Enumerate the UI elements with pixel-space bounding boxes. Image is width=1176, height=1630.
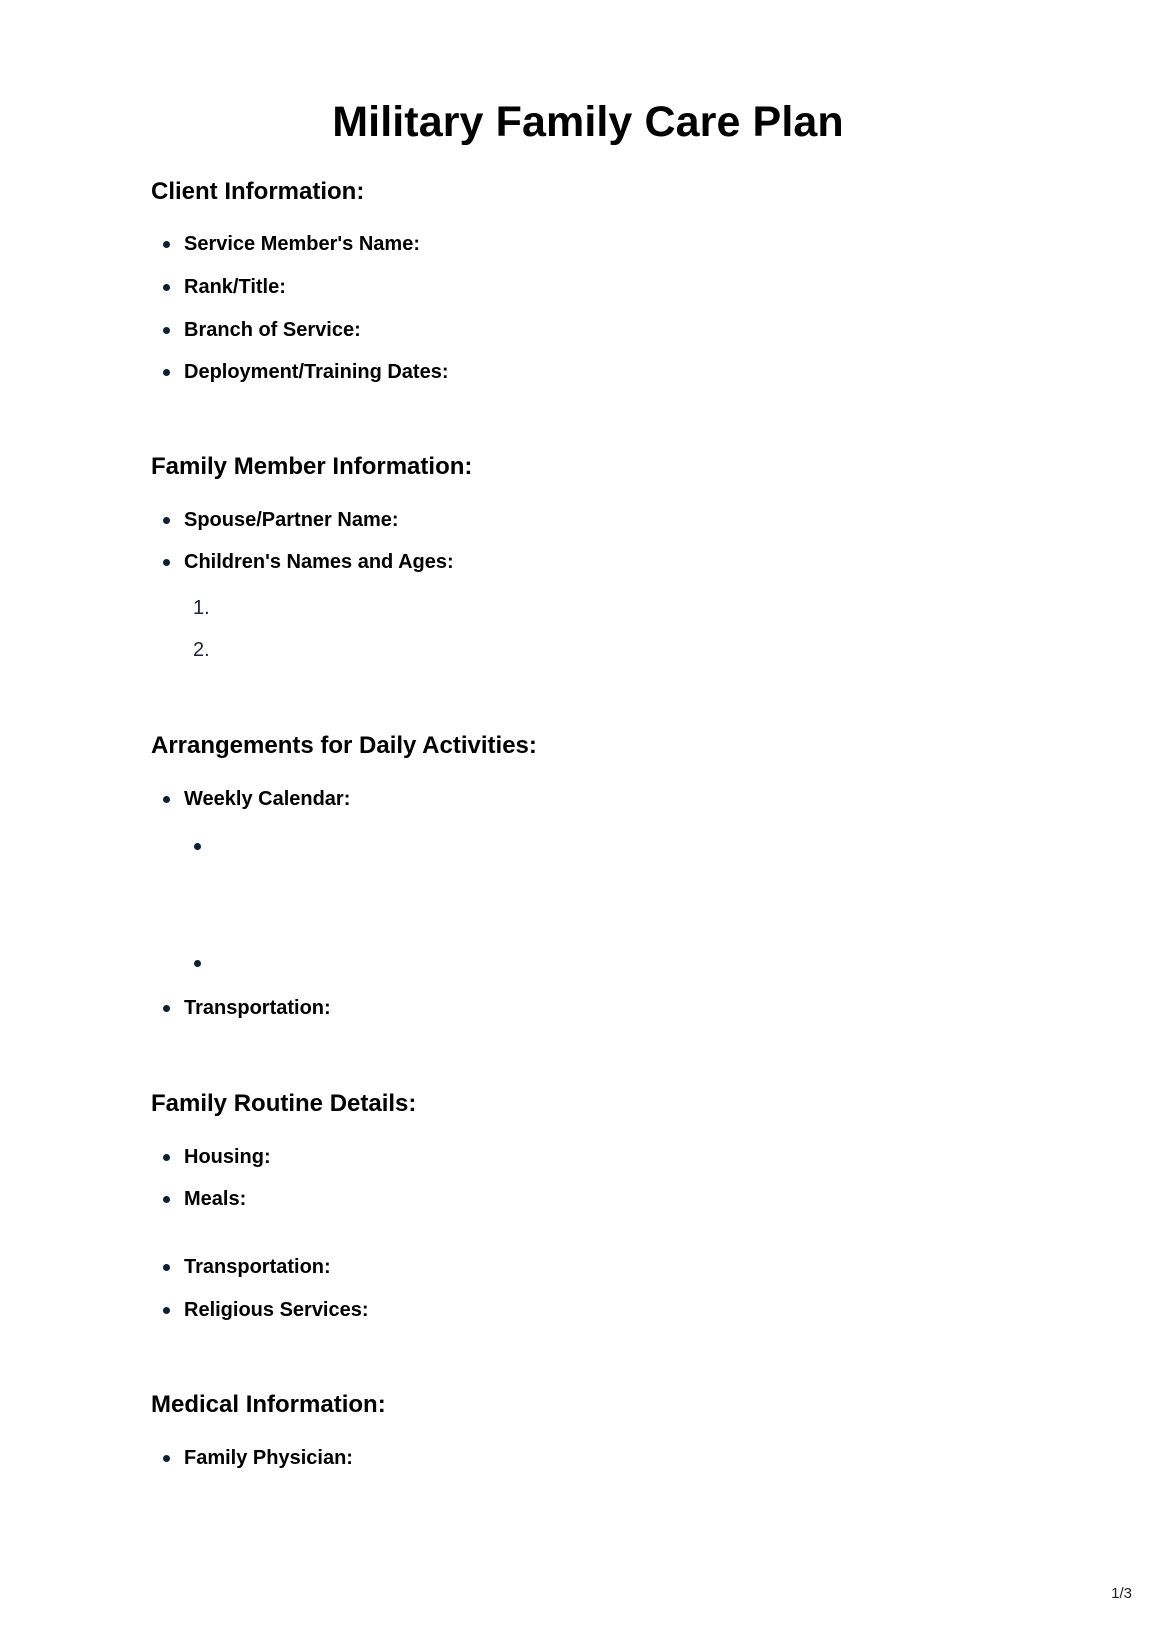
field-religious-services: Religious Services: (184, 1299, 369, 1321)
bullet-icon (163, 517, 170, 524)
section-heading-family-member-information: Family Member Information: (151, 453, 473, 480)
bullet-icon (163, 559, 170, 566)
section-heading-client-information: Client Information: (151, 178, 365, 205)
bullet-icon (163, 1307, 170, 1314)
sub-bullet-icon (194, 960, 201, 967)
bullet-icon (163, 241, 170, 248)
field-service-member-name: Service Member's Name: (184, 233, 420, 255)
field-spouse-partner-name: Spouse/Partner Name: (184, 509, 399, 531)
bullet-icon (163, 1005, 170, 1012)
field-meals: Meals: (184, 1188, 247, 1210)
field-family-physician: Family Physician: (184, 1447, 353, 1469)
bullet-icon (163, 1264, 170, 1271)
sub-bullet-icon (194, 843, 201, 850)
field-childrens-names-ages: Children's Names and Ages: (184, 551, 454, 573)
bullet-icon (163, 1196, 170, 1203)
bullet-icon (163, 284, 170, 291)
section-heading-family-routine-details: Family Routine Details: (151, 1090, 417, 1117)
bullet-icon (163, 796, 170, 803)
field-deployment-training-dates: Deployment/Training Dates: (184, 361, 449, 383)
field-weekly-calendar: Weekly Calendar: (184, 788, 351, 810)
bullet-icon (163, 1154, 170, 1161)
section-heading-daily-activities: Arrangements for Daily Activities: (151, 732, 537, 759)
field-transportation-routine: Transportation: (184, 1256, 331, 1278)
field-rank-title: Rank/Title: (184, 276, 286, 298)
bullet-icon (163, 369, 170, 376)
document-title: Military Family Care Plan (332, 98, 844, 146)
bullet-icon (163, 327, 170, 334)
field-transportation: Transportation: (184, 997, 331, 1019)
numbered-item-1: 1. (193, 597, 210, 619)
bullet-icon (163, 1455, 170, 1462)
numbered-item-2: 2. (193, 639, 210, 661)
section-heading-medical-information: Medical Information: (151, 1391, 386, 1418)
field-branch-of-service: Branch of Service: (184, 319, 361, 341)
field-housing: Housing: (184, 1146, 271, 1168)
page-number: 1/3 (1111, 1585, 1132, 1602)
